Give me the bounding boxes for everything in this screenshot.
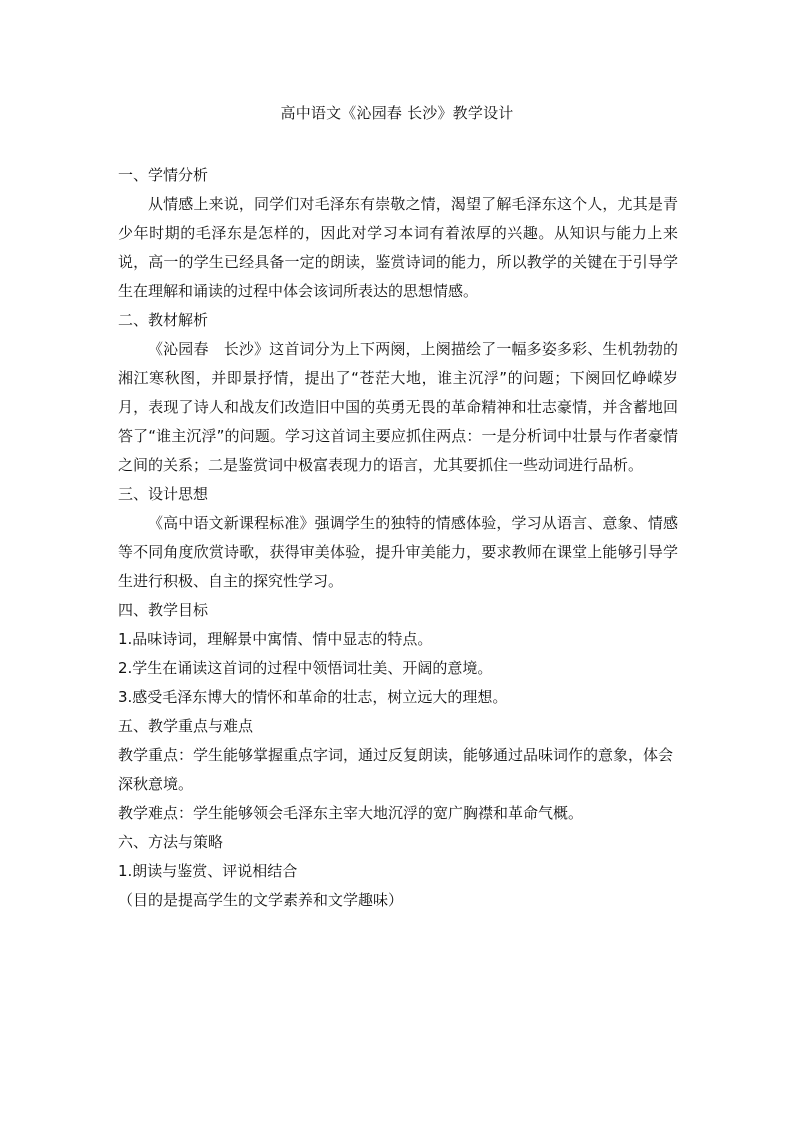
document-title: 高中语文《沁园春 长沙》教学设计 bbox=[280, 104, 514, 122]
document-body bbox=[118, 161, 678, 915]
teaching-goal-item: 2.学生在诵读这首词的过程中领悟词壮美、开阔的意境。 bbox=[118, 659, 493, 677]
section-heading-design-idea: 三、设计思想 bbox=[118, 485, 209, 503]
section-heading-textbook-analysis: 二、教材解析 bbox=[118, 311, 209, 329]
textbook-analysis-paragraph: 《沁园春 长沙》这首词分为上下两阕，上阕描绘了一幅多姿多彩、生机勃勃的湘江寒秋图，并即景抒情，提出了“苍茫大地，谁主沉浮”的问题；下阕回忆峥嵘岁月，表现了诗人和战友们改造旧中国的英勇无畏的革命精神和壮志豪情，并含蓄地回答了“谁主沉浮”的问题。学习这首词主要应抓住两点：一是分析词中壮景与作者豪情之间的关系；二是鉴赏词中极富表现力的语言，尤其要抓住一些动词进行品析。 bbox=[118, 340, 678, 474]
design-idea-paragraph: 《高中语文新课程标准》强调学生的独特的情感体验，学习从语言、意象、情感等不同角度欣赏诗歌，获得审美体验，提升审美能力，要求教师在课堂上能够引导学生进行积极、自主的探究性学习。 bbox=[118, 514, 678, 590]
section-heading-methods-strategies: 六、方法与策略 bbox=[118, 833, 224, 851]
teaching-goal-item: 3.感受毛泽东博大的情怀和革命的壮志，树立远大的理想。 bbox=[118, 688, 508, 706]
learning-analysis-paragraph: 从情感上来说，同学们对毛泽东有崇敬之情，渴望了解毛泽东这个人，尤其是青少年时期的毛泽东是怎样的，因此对学习本词有着浓厚的兴趣。从知识与能力上来说，高一的学生已经具备一定的朗读，鉴赏诗词的能力，所以教学的关键在于引导学生在理解和诵读的过程中体会该词所表达的思想情感。 bbox=[118, 195, 678, 300]
teaching-goal-item: 1.品味诗词，理解景中寓情、情中显志的特点。 bbox=[118, 630, 433, 648]
section-heading-key-difficult-points: 五、教学重点与难点 bbox=[118, 717, 254, 735]
key-point-item: 教学重点：学生能够掌握重点字词，通过反复朗读，能够通过品味词作的意象，体会深秋意境。 bbox=[118, 746, 674, 793]
section-heading-teaching-goals: 四、教学目标 bbox=[118, 601, 209, 619]
method-note: （目的是提高学生的文学素养和文学趣味） bbox=[118, 891, 404, 909]
difficult-point-item: 教学难点：学生能够领会毛泽东主宰大地沉浮的宽广胸襟和革命气概。 bbox=[118, 804, 584, 822]
section-heading-learning-analysis: 一、学情分析 bbox=[118, 166, 209, 184]
method-item: 1.朗读与鉴赏、评说相结合 bbox=[118, 862, 298, 880]
